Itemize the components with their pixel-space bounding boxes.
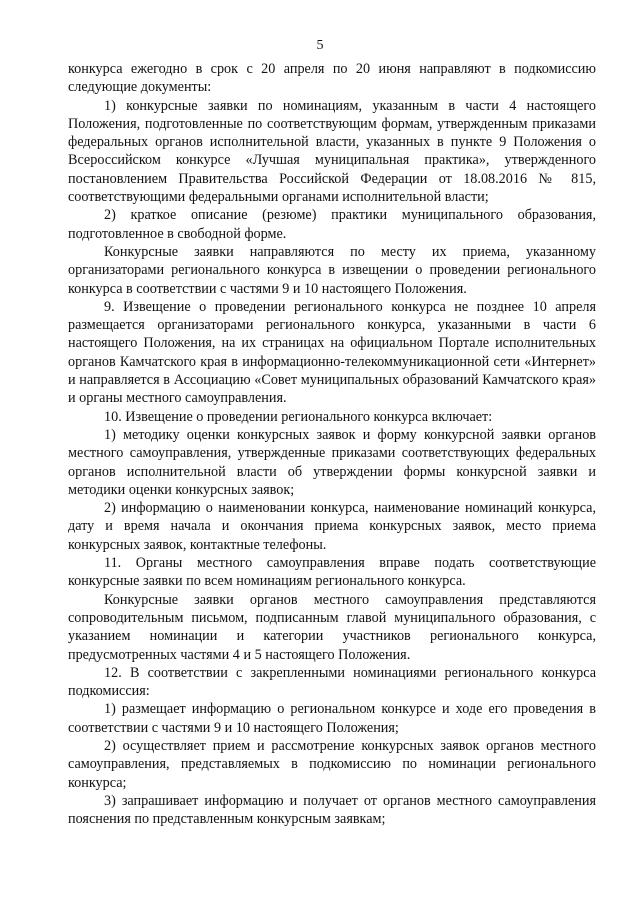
- paragraph-continuation: конкурса ежегодно в срок с 20 апреля по 20 июня направляют в подкомиссию следующие документы:: [68, 61, 596, 96]
- paragraph: Конкурсные заявки направляются по месту их приема, указанному организаторами регионального конкурса в извещении о проведении регионального конкурса в соответствии с частями 9 и 10 настоящего Положения.: [68, 243, 596, 297]
- list-item-1: 1) конкурсные заявки по номинациям, указанным в части 4 настоящего Положения, подготовленные по соответствующим формам, утвержденным приказами федеральных органов исполнительной власти, указанных в пункте 9 Положения о Всероссийском конкурсе «Лучшая муниципальная практика», утвержденного постановлением Правительства Российской Федерации от 18.08.2016 № 815, соответствующими федеральными органами исполнительной власти;: [68, 97, 596, 206]
- list-item-2: 2) информацию о наименовании конкурса, наименование номинаций конкурса, дату и время начала и окончания приема конкурсных заявок, место приема конкурсных заявок, контактные телефоны.: [68, 500, 596, 553]
- list-item-1: 1) размещает информацию о региональном конкурсе и ходе его проведения в соответствии с частями 9 и 10 настоящего Положения;: [68, 701, 596, 736]
- paragraph: Конкурсные заявки органов местного самоуправления представляются сопроводительным письмом, подписанным главой муниципального образования, с указанием номинации и категории участников регионального конкурса, предусмотренных частями 4 и 5 настоящего Положения.: [68, 591, 596, 663]
- clause-9: 9. Извещение о проведении регионального конкурса не позднее 10 апреля размещается организаторами регионального конкурса, указанными в части 6 настоящего Положения, на их страницах на официальном Портале исполнительных органов Камчатского края в информационно-телекоммуникационной сети «Интернет» и направляется в Ассоциацию «Совет муниципальных образований Камчатского края» и органы местного самоуправления.: [68, 298, 596, 407]
- list-item-1: 1) методику оценки конкурсных заявок и форму конкурсной заявки органов местного самоуправления, утвержденные приказами соответствующих федеральных органов исполнительной власти об утверждении формы конкурсной заявки и методики оценки конкурсных заявок;: [68, 426, 596, 498]
- list-item-2: 2) краткое описание (резюме) практики муниципального образования, подготовленное в свободной форме.: [68, 207, 596, 242]
- page-number: 5: [316, 38, 324, 53]
- clause-10: 10. Извещение о проведении регионального конкурса включает:: [104, 408, 493, 425]
- list-item-2: 2) осуществляет прием и рассмотрение конкурсных заявок органов местного самоуправления, представляемых в подкомиссию по номинации регионального конкурса;: [68, 737, 596, 791]
- document-body: [68, 60, 596, 828]
- clause-11: 11. Органы местного самоуправления вправе подать соответствующие конкурсные заявки по всем номинациям регионального конкурса.: [68, 555, 596, 590]
- clause-12: 12. В соответствии с закрепленными номинациями регионального конкурса подкомиссия:: [68, 664, 596, 700]
- list-item-3: 3) запрашивает информацию и получает от органов местного самоуправления пояснения по представленным конкурсным заявкам;: [68, 792, 596, 828]
